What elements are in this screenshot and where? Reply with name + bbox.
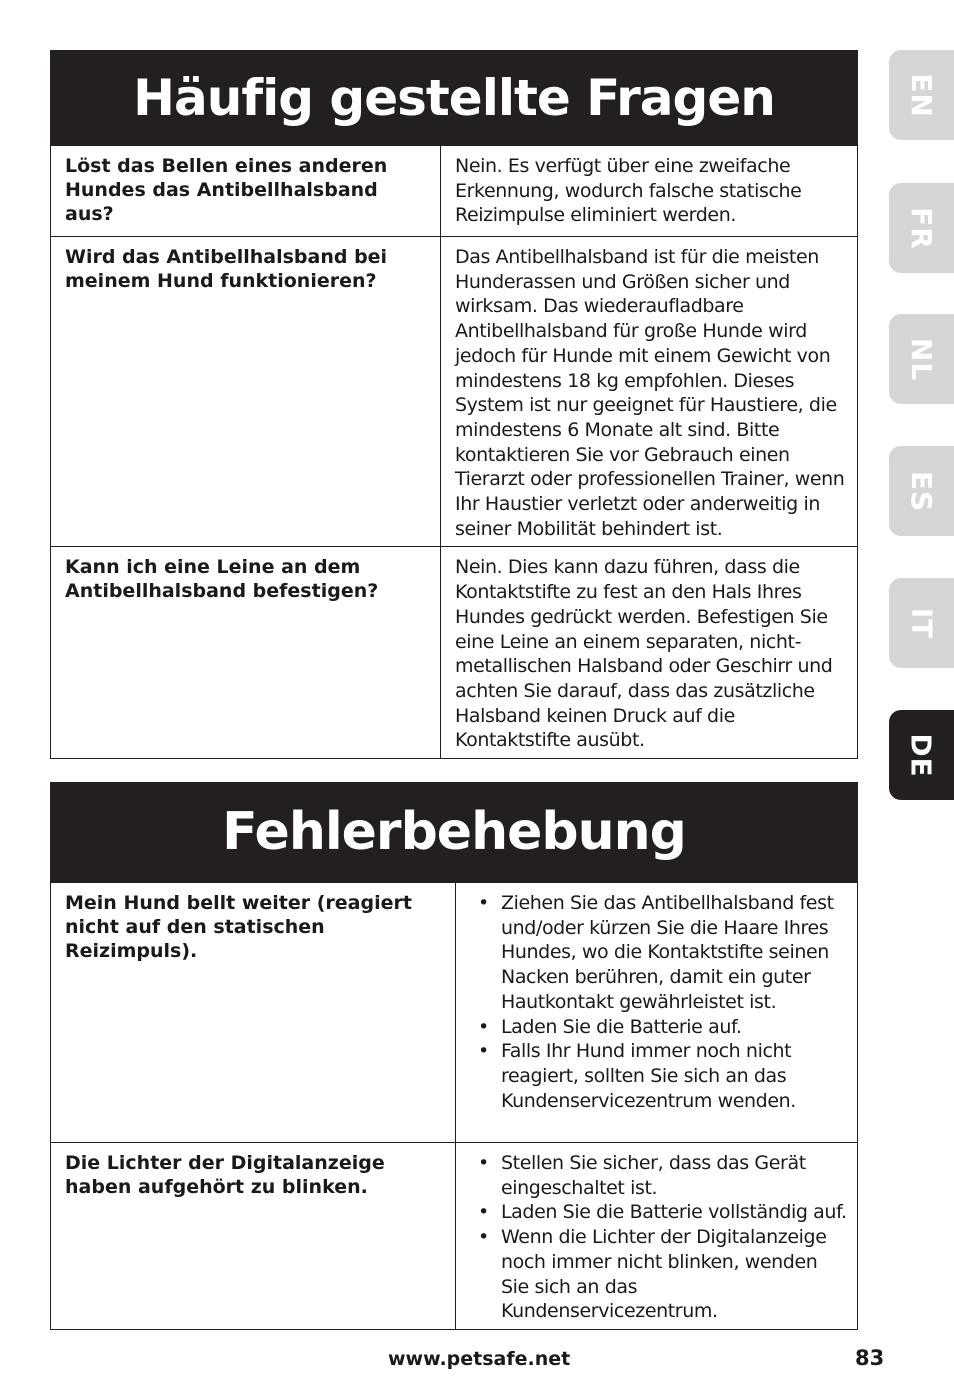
solution-item: • Laden Sie die Batterie vollständig auf. bbox=[470, 1200, 847, 1225]
faq-answer: Nein. Es verfügt über eine zweifache Erkennung, wodurch falsche statische Reizimpulse eliminiert werden. bbox=[441, 146, 858, 237]
troubleshooting-table bbox=[50, 882, 858, 1330]
language-tab-it[interactable] bbox=[889, 578, 954, 668]
faq-question: Kann ich eine Leine an dem Antibellhalsband befestigen? bbox=[51, 547, 441, 759]
troubleshooting-title: Fehlerbehebung bbox=[50, 782, 858, 882]
language-tab-label: FR bbox=[905, 206, 938, 250]
solution-item: • Wenn die Lichter der Digitalanzeige noch immer nicht blinken, wenden Sie sich an das Kundenservicezentrum. bbox=[470, 1225, 847, 1324]
faq-table bbox=[50, 145, 858, 759]
troubleshooting-problem: Die Lichter der Digitalanzeige haben aufgehört zu blinken. bbox=[51, 1143, 456, 1330]
footer-url[interactable]: www.petsafe.net bbox=[388, 1348, 571, 1370]
language-tab-label: ES bbox=[904, 470, 938, 512]
language-tab-label: NL bbox=[905, 337, 938, 381]
language-tab-label: DE bbox=[905, 732, 938, 778]
faq-row bbox=[51, 146, 858, 237]
faq-title: Häufig gestellte Fragen bbox=[50, 50, 858, 145]
solution-item: • Ziehen Sie das Antibellhalsband fest und/oder kürzen Sie die Haare Ihres Hundes, wo die Kontaktstifte seinen Nacken berühren, damit ein guter Hautkontakt gewährleistet ist. bbox=[470, 891, 847, 1015]
solution-item: • Stellen Sie sicher, dass das Gerät eingeschaltet ist. bbox=[470, 1151, 847, 1200]
language-tab-en[interactable] bbox=[889, 50, 954, 140]
page-number: 83 bbox=[855, 1346, 885, 1370]
troubleshooting-row bbox=[51, 1143, 858, 1330]
language-tab-es[interactable] bbox=[889, 446, 954, 536]
solution-item: • Laden Sie die Batterie auf. bbox=[470, 1015, 847, 1040]
faq-answer: Das Antibellhalsband ist für die meisten Hunderassen und Größen sicher und wirksam. Das wiederaufladbare Antibellhalsband für große Hunde wird jedoch für Hunde mit einem Gewicht von mindestens 18 kg empfohlen. Dieses System ist nur geeignet für Haustiere, die mindestens 6 Monate alt sind. Bitte kontaktieren Sie vor Gebrauch einen Tierarzt oder professionellen Trainer, wenn Ihr Haustier verletzt oder anderweitig in seiner Mobilität behindert ist. bbox=[441, 237, 858, 547]
faq-answer: Nein. Dies kann dazu führen, dass die Kontaktstifte zu fest an den Hals Ihres Hundes gedrückt werden. Befestigen Sie eine Leine an einem separaten, nicht-metallischen Halsband oder Geschirr und achten Sie darauf, dass das zusätzliche Halsband keinen Druck auf die Kontaktstifte ausübt. bbox=[441, 547, 858, 759]
language-tab-label: IT bbox=[905, 607, 938, 639]
language-tab-label: EN bbox=[905, 72, 938, 118]
faq-question: Wird das Antibellhalsband bei meinem Hund funktionieren? bbox=[51, 237, 441, 547]
troubleshooting-row bbox=[51, 883, 858, 1143]
solution-item: • Falls Ihr Hund immer noch nicht reagiert, sollten Sie sich an das Kundenservicezentrum wenden. bbox=[470, 1039, 847, 1113]
language-tab-nl[interactable] bbox=[889, 314, 954, 404]
language-tab-de[interactable] bbox=[889, 710, 954, 800]
troubleshooting-solutions bbox=[456, 1143, 858, 1330]
faq-row bbox=[51, 237, 858, 547]
faq-row bbox=[51, 547, 858, 759]
language-tab-fr[interactable] bbox=[889, 183, 954, 273]
troubleshooting-problem: Mein Hund bellt weiter (reagiert nicht auf den statischen Reizimpuls). bbox=[51, 883, 456, 1143]
faq-question: Löst das Bellen eines anderen Hundes das Antibellhalsband aus? bbox=[51, 146, 441, 237]
troubleshooting-solutions bbox=[456, 883, 858, 1143]
